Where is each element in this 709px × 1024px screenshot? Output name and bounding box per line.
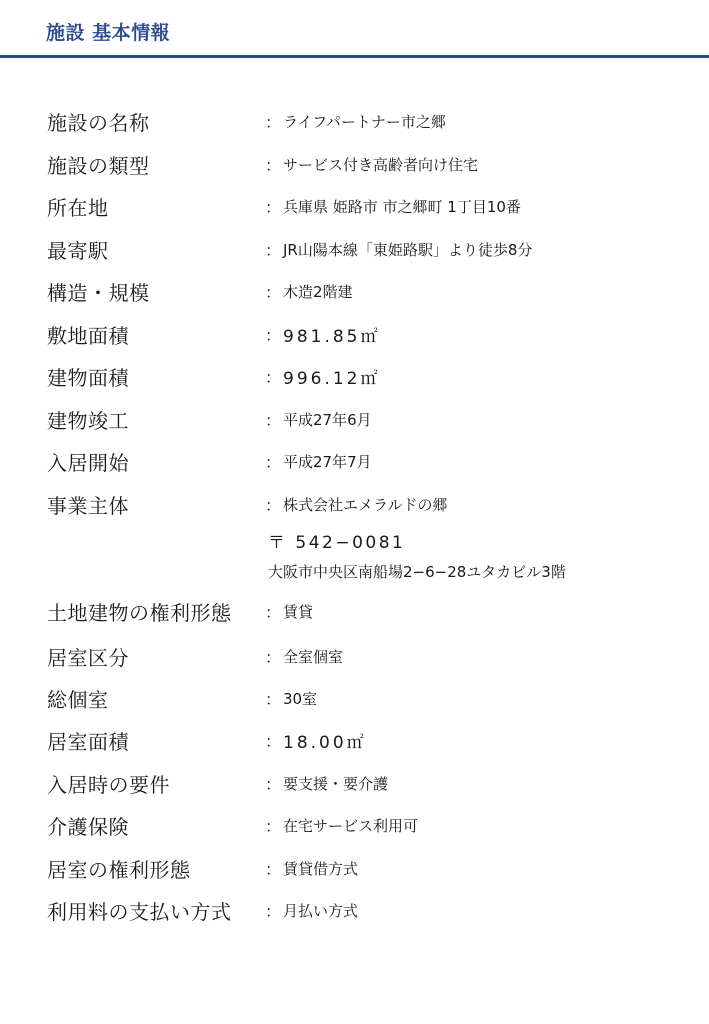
- row-colon: ：: [265, 732, 282, 751]
- row-label: 土地建物の権利形態: [47, 601, 232, 625]
- row-label: 利用料の支払い方式: [47, 900, 232, 924]
- row-label: 施設の類型: [47, 154, 150, 178]
- row-colon: ：: [265, 453, 282, 472]
- row-label: 施設の名称: [47, 111, 150, 135]
- operator-address: 大阪市中央区南船場2−6−28ユタカビル3階: [268, 563, 566, 581]
- page-header: [0, 0, 709, 58]
- row-value: 賃貸: [283, 603, 314, 621]
- row-colon: ：: [265, 817, 282, 836]
- row-value: 981.85㎡: [283, 327, 381, 347]
- row-value: 木造2階建: [283, 283, 353, 301]
- row-colon: ：: [265, 113, 282, 132]
- row-colon: ：: [265, 368, 282, 387]
- row-value: 株式会社エメラルドの郷: [283, 496, 448, 514]
- row-label: 建物竣工: [47, 409, 129, 433]
- row-label: 敷地面積: [47, 324, 129, 348]
- operator-postal-code: 〒 542−0081: [268, 533, 406, 553]
- row-label: 最寄駅: [47, 239, 109, 263]
- header-divider: [0, 55, 709, 58]
- row-colon: ：: [265, 283, 282, 302]
- row-value: 平成27年7月: [283, 453, 372, 471]
- row-label: 居室面積: [47, 730, 129, 754]
- row-colon: ：: [265, 648, 282, 667]
- row-value: 30室: [283, 690, 318, 708]
- row-value: 要支援・要介護: [283, 775, 389, 793]
- row-label: 居室区分: [47, 646, 129, 670]
- row-label: 事業主体: [47, 494, 129, 518]
- row-colon: ：: [265, 902, 282, 921]
- row-colon: ：: [265, 326, 282, 345]
- row-label: 構造・規模: [47, 281, 150, 305]
- row-colon: ：: [265, 496, 282, 515]
- row-colon: ：: [265, 860, 282, 879]
- row-label: 介護保険: [47, 815, 129, 839]
- row-value: JR山陽本線「東姫路駅」より徒歩8分: [283, 241, 533, 259]
- row-value: 賃貸借方式: [283, 860, 359, 878]
- row-label: 所在地: [47, 196, 109, 220]
- row-colon: ：: [265, 241, 282, 260]
- page-title: 施設 基本情報: [46, 22, 171, 44]
- row-value: サービス付き高齢者向け住宅: [283, 156, 479, 174]
- row-label: 居室の権利形態: [47, 858, 191, 882]
- row-colon: ：: [265, 411, 282, 430]
- row-label: 総個室: [47, 688, 109, 712]
- row-value: ライフパートナー市之郷: [283, 113, 446, 131]
- row-value: 在宅サービス利用可: [283, 817, 419, 835]
- row-value: 月払い方式: [283, 902, 359, 920]
- row-value: 全室個室: [283, 648, 344, 666]
- row-colon: ：: [265, 603, 282, 622]
- row-colon: ：: [265, 690, 282, 709]
- row-value: 996.12㎡: [283, 369, 381, 389]
- row-value: 平成27年6月: [283, 411, 372, 429]
- row-label: 建物面積: [47, 366, 129, 390]
- row-colon: ：: [265, 775, 282, 794]
- row-value: 兵庫県 姫路市 市之郷町 1丁目10番: [283, 198, 521, 216]
- row-value: 18.00㎡: [283, 733, 367, 753]
- row-colon: ：: [265, 198, 282, 217]
- row-label: 入居時の要件: [47, 773, 170, 797]
- row-colon: ：: [265, 156, 282, 175]
- row-label: 入居開始: [47, 451, 129, 475]
